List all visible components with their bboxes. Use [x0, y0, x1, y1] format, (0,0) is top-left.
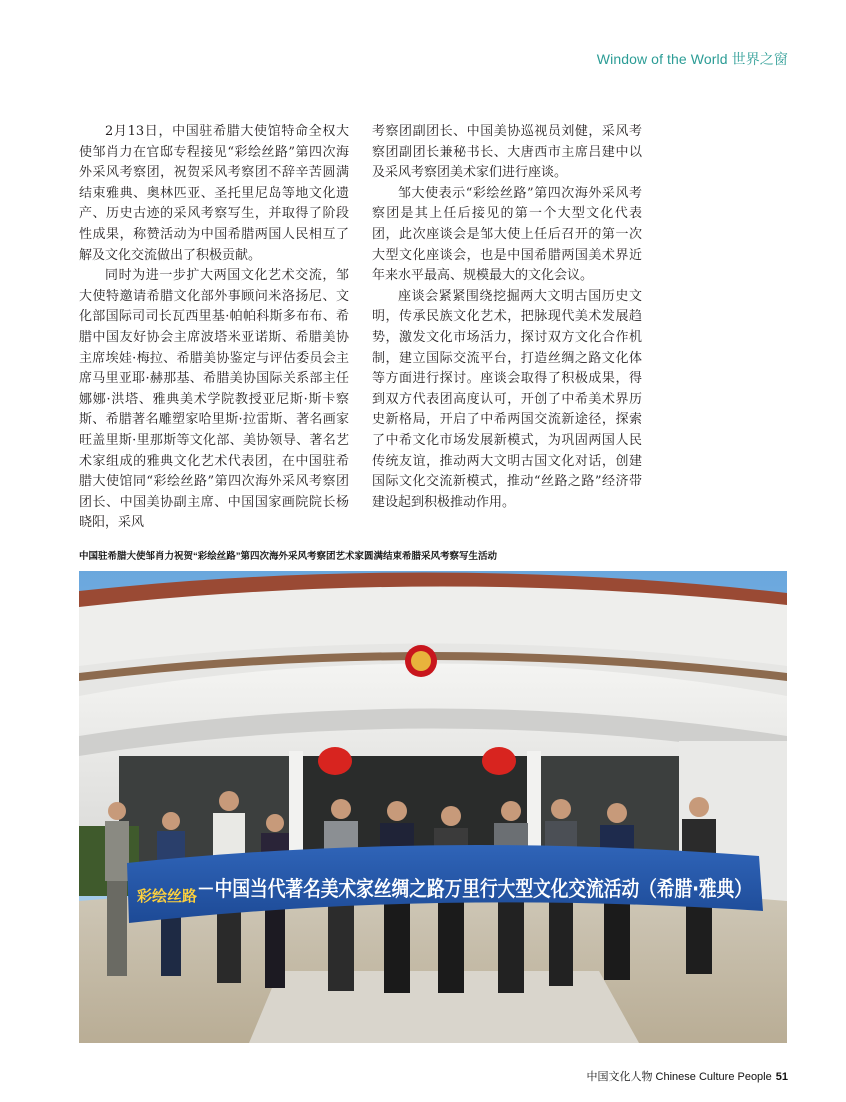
- publication-name: 中国文化人物 Chinese Culture People: [586, 1071, 772, 1083]
- article-column-left: [79, 122, 349, 534]
- emblem-center: [411, 651, 431, 671]
- paragraph: 座谈会紧紧围绕挖掘两大文明古国历史文明，传承民族文化艺术，把脉现代美术发展趋势，激发文化市场活力，探讨双方文化合作机制，建立国际交流平台，打造丝绸之路文化体等方面进行探讨。座谈会取得了积极成果，得到双方代表团高度认可，开创了中希美术界历史新格局，开启了中希两国交流新途径，探索了中希文化市场发展新模式，为巩固两国人民传统友谊，推动两大文明古国文化对话，创建国际文化交流新模式，推动“丝路之路”经济带建设起到积极推动作用。: [372, 288, 642, 510]
- article-column-right: [372, 122, 642, 513]
- photo-caption: 中国驻希腊大使邹肖力祝贺“彩绘丝路”第四次海外采风考察团艺术家圆满结束希腊采风考察写生活动: [79, 551, 498, 562]
- page-footer: [587, 1068, 789, 1084]
- section-header: Window of the World 世界之窗: [596, 51, 788, 67]
- page-number: 51: [775, 1071, 788, 1083]
- banner-logo: 彩绘丝路: [137, 887, 198, 905]
- red-lantern: [318, 747, 352, 775]
- paragraph: 2月13日，中国驻希腊大使馆特命全权大使邹肖力在官邸专程接见“彩绘丝路”第四次海外采风考察团，祝贺采风考察团不辞辛苦圆满结束雅典、奥林匹亚、圣托里尼岛等地文化遗产、历史古迹的采风考察写生，并取得了阶段性成果，称赞活动为中国希腊两国人民相互了解及文化交流做出了积极贡献。: [79, 124, 349, 263]
- red-lantern: [482, 747, 516, 775]
- group-photo: [79, 571, 787, 1043]
- paragraph: 邹大使表示“彩绘丝路”第四次海外采风考察团是其上任后接见的第一个大型文化代表团，此次座谈会是邹大使上任后召开的第一次大型文化座谈会，也是中国希腊两国美术界近年来水平最高、规模最大的文化会议。: [372, 185, 642, 284]
- banner-text: －中国当代著名美术家丝绸之路万里行大型文化交流活动（希腊·雅典）: [197, 877, 752, 901]
- paragraph: 考察团副团长、中国美协巡视员刘健，采风考察团副团长兼秘书长、大唐西市主席吕建中以及采风考察团美术家们进行座谈。: [372, 124, 642, 181]
- paragraph: 同时为进一步扩大两国文化艺术交流，邹大使特邀请希腊文化部外事顾问米洛扬尼、文化部国际司司长瓦西里基·帕帕科斯多布布、希腊中国友好协会主席波塔米亚诺斯、希腊美协主席埃娃·梅拉、希腊美协鉴定与评估委员会主席马里亚耶·赫那基、希腊美协国际关系部主任娜娜·洪塔、雅典美术学院教授亚尼斯·斯卡察斯、希腊著名雕塑家哈里斯·拉雷斯、著名画家旺盖里斯·里那斯等文化部、美协领导、著名艺术家组成的雅典文化艺术代表团，在中国驻希腊大使馆同“彩绘丝路”第四次海外采风考察团团长、中国美协副主席、中国国家画院院长杨晓阳，采风: [79, 268, 349, 531]
